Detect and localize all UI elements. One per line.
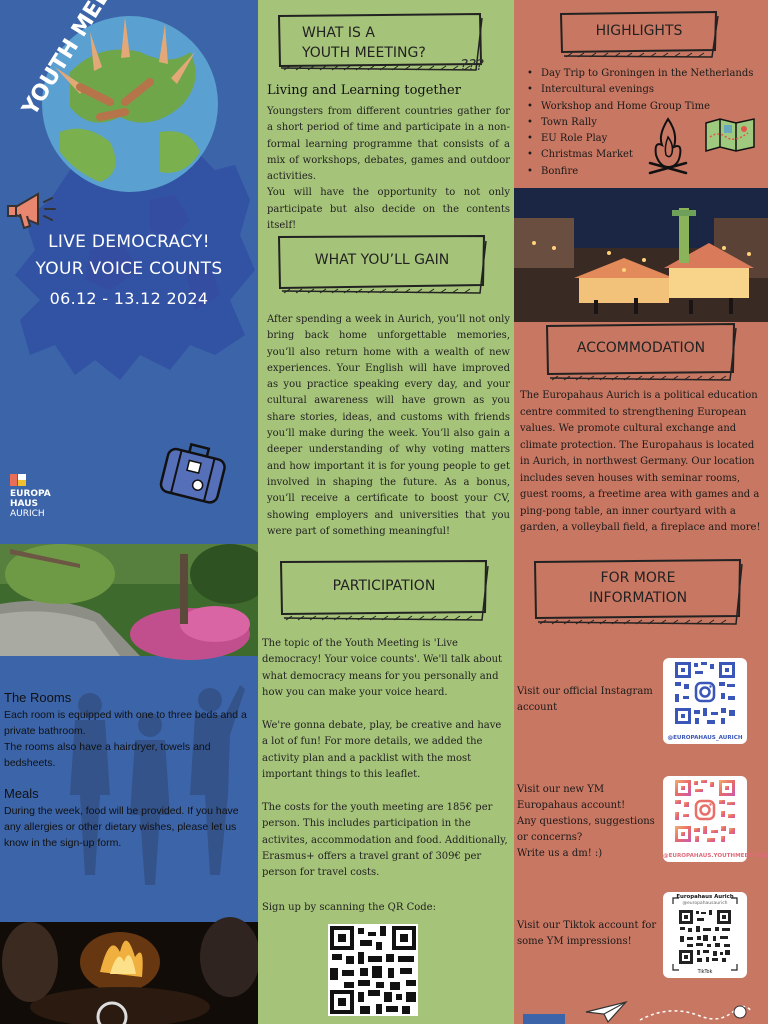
meals-section: [4, 786, 254, 851]
suitcase-icon: [156, 440, 232, 510]
highlight-item: • Bonfire: [527, 164, 757, 180]
megaphone-icon: [6, 182, 62, 238]
tiktok-text: Visit our Tiktok account for some YM impressions!: [517, 920, 657, 947]
more-info-heading-line-1: FOR MORE: [600, 570, 676, 586]
highlights-heading-box: [558, 10, 720, 60]
event-dates: 06.12 - 13.12 2024: [49, 289, 209, 308]
instagram-text: Visit our official Instagram account: [517, 686, 653, 713]
europahaus-logo: [10, 474, 51, 519]
accommodation-body: The Europahaus Aurich is a political education centre commited to strengthening European values. We promote cultural exchange and climate protection. The Europahaus is located in Aurich, in northwest Germany. Our location includes seven houses with seminar rooms, guest rooms, a freetime area with games and a ping-pong table, an inner courtyard with a garden, a volleyball field, a fireplace and more!: [520, 390, 761, 533]
logo-youth-text: YOUTH: [17, 34, 85, 121]
ym-instagram-qr-card[interactable]: [663, 776, 768, 862]
gain-body: After spending a week in Aurich, you’ll not only bring back home unforgettable memories, you’ll also return home with a wealth of new experiences. Your English will have improved as you practice speaking every day, and your cultural awareness will have grown as you share stories, ideas, and customs with friends you’ll make during the week. You’ll also gain a deeper understanding of why voting matters and how important it is for young people to get involved in shaping the future. As a bonus, you’ll receive a certificate to boost your CV, showing employers and universities that you were part of something meaningful!: [267, 314, 510, 537]
rooms-heading: The Rooms: [4, 690, 72, 705]
footer-logo-fragment: [523, 1014, 565, 1024]
bonfire-photo: [0, 922, 258, 1024]
bonfire-icon: [646, 115, 690, 177]
more-info-heading-line-2: INFORMATION: [588, 590, 688, 606]
tiktok-brand: TikTok: [697, 970, 713, 975]
question-marks-doodle: ???: [460, 56, 484, 74]
paper-plane-icon: [584, 1000, 628, 1024]
instagram-qr-card[interactable]: [663, 658, 747, 744]
instagram-qr-code[interactable]: [663, 658, 747, 732]
tiktok-account-handle: @europahausaurich: [682, 901, 728, 906]
flight-path-doodle: [640, 1000, 760, 1024]
logo-line-europa: EUROPA: [10, 489, 51, 499]
what-is-heading-box: [276, 12, 484, 74]
logo-line-aurich: AURICH: [10, 509, 45, 519]
what-is-subheading: Living and Learning together: [267, 83, 461, 98]
what-is-heading-line-1: WHAT IS A: [302, 25, 375, 41]
signup-qr-code[interactable]: [328, 924, 418, 1016]
ym-instagram-handle: @EUROPAHAUS.YOUTHMEETINGS: [663, 853, 768, 859]
rooms-section: [4, 690, 254, 771]
tiktok-qr-card[interactable]: [663, 892, 747, 978]
meals-body: During the week, food will be provided. If you have any allergies or other dietary wishes, please let us know in the sign-up form.: [4, 805, 239, 849]
participation-heading-box: [278, 558, 490, 624]
tagline-live-democracy: LIVE DEMOCRACY!: [48, 232, 210, 252]
instagram-handle: @EUROPAHAUS_AURICH: [667, 735, 743, 741]
tagline-your-voice-counts: YOUR VOICE COUNTS: [35, 259, 223, 279]
map-icon: [704, 117, 756, 151]
gain-heading-box: [276, 233, 488, 297]
tiktok-qr-code[interactable]: [663, 892, 747, 978]
what-is-body: Youngsters from different countries gather for a short period of time and participate in a non-formal learning programme that consists of a mix of workshops, debates, games and outdoor activities. You will have the opportunity to not only participate but also decide on the contents itself!: [267, 106, 510, 232]
highlight-item: • Intercultural evenings: [527, 82, 757, 98]
highlight-item: • Christmas Market: [527, 147, 757, 163]
highlight-item: • Workshop and Home Group Time: [527, 99, 757, 115]
christmas-market-photo: [514, 188, 768, 322]
participation-topic: The topic of the Youth Meeting is 'Live democracy! Your voice counts'. We'll talk about what democracy means for you personally and how you can make your voice heard.: [262, 638, 503, 698]
highlight-item: • EU Role Play: [527, 131, 757, 147]
highlights-heading: HIGHLIGHTS: [595, 23, 683, 39]
highlight-item: • Day Trip to Groningen in the Netherlands: [527, 66, 757, 82]
what-is-heading-line-2: YOUTH MEETING?: [302, 45, 426, 61]
tiktok-account-name: Europahaus Aurich: [676, 894, 734, 900]
garden-photo: [0, 544, 258, 656]
accommodation-heading: ACCOMMODATION: [576, 340, 706, 356]
ym-account-text: Visit our new YM Europahaus account! Any questions, suggestions or concerns? Write us a dm! :): [517, 784, 655, 859]
signup-instruction: Sign up by scanning the QR Code:: [262, 902, 436, 913]
participation-heading: PARTICIPATION: [332, 578, 436, 594]
ym-instagram-qr-code[interactable]: [663, 776, 747, 850]
participation-activities: We're gonna debate, play, be creative and have a lot of fun! For more details, we added the activity plan and a packlist with the most important things to this leaflet.: [262, 720, 502, 780]
gain-heading: WHAT YOU’LL GAIN: [314, 252, 450, 268]
rooms-body: Each room is equipped with one to three beds and a private bathroom. The rooms also have a hairdryer, towels and bedsheets.: [4, 709, 247, 769]
logo-line-haus: HAUS: [10, 499, 39, 509]
highlight-item: • Town Rally: [527, 115, 757, 131]
participation-costs: The costs for the youth meeting are 185€ per person. This includes participation in the activites, accommodation and food. Additionally, Erasmus+ offers a travel grant of 309€ per person for travel costs.: [262, 802, 508, 879]
meals-heading: Meals: [4, 786, 39, 801]
more-info-heading-box: [532, 558, 744, 628]
accommodation-heading-box: [544, 322, 738, 384]
